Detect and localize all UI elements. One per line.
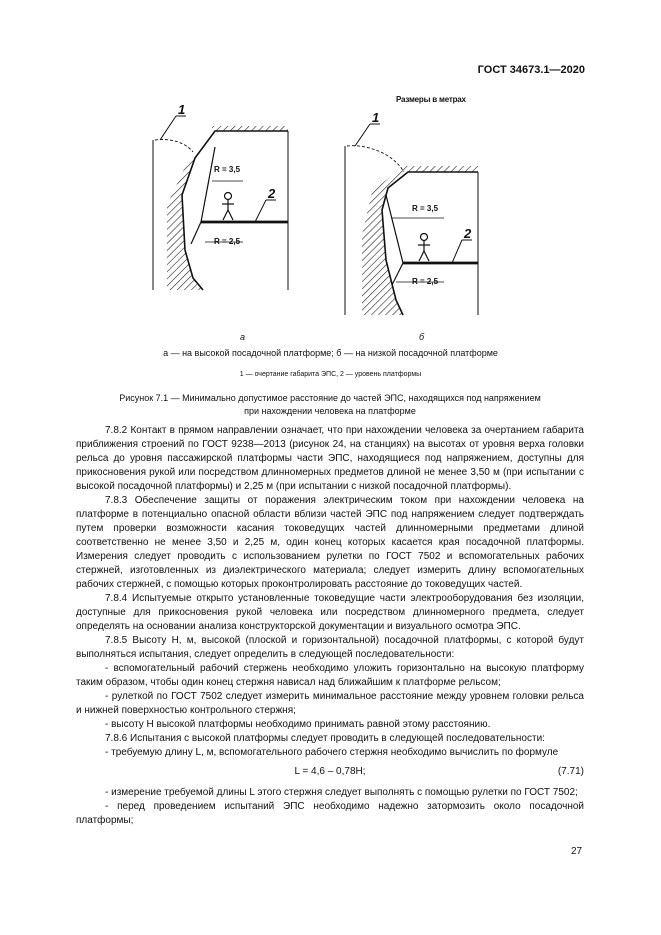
gauge-hatch-b — [362, 166, 478, 315]
formula — [76, 760, 584, 786]
figure-b — [345, 124, 478, 315]
dashed-contour-a — [155, 140, 193, 153]
page-number: 27 — [571, 846, 583, 857]
radius-upper-b — [386, 195, 403, 263]
paragraph: 7.8.5 Высоту H, м, высокой (плоской и горизонтальной) посадочной платформы, с которой будут выполняться испытания, следует определить в следующей последовательности: — [76, 635, 584, 660]
radius-upper-a — [201, 147, 215, 222]
formula-number: (7.71) — [557, 766, 584, 777]
list-item: - высоту H высокой платформы необходимо принимать равной этому расстоянию. — [105, 719, 491, 730]
figure-note: 1 — очертание габарита ЭПС, 2 — уровень платформы — [239, 371, 422, 378]
label-2-a: 2 — [268, 186, 276, 201]
list-item: - перед проведением испытаний ЭПС необходимо надежно затормозить около посадочной платформы; — [76, 801, 584, 826]
paragraph: 7.8.6 Испытания с высокой платформы следует проводить в следующей последовательности: — [105, 733, 545, 744]
paragraph: 7.8.4 Испытуемые открыто установленные токоведущие части электрооборудования без изоляции, доступные для прикосновения рукой человека или посредством длинномерного предмета, следует определять на основании анализа конструкторской документации и визуального осмотра ЭПС. — [76, 593, 584, 632]
list-item: - вспомогательный рабочий стержень необходимо уложить горизонтально на высокую платформу таким образом, чтобы один конец стержня нависал над ближайшим к платформе рельсом; — [76, 663, 584, 688]
dimensions-note: Размеры в метрах — [396, 95, 466, 104]
list-item: - измерение требуемой длины L этого стержня следует выполнять с помощью рулетки по ГОСТ 7502; — [105, 787, 578, 798]
paragraph: 7.8.2 Контакт в прямом направлении означает, что при нахождении человека за очертанием габарита приближения строений по ГОСТ 9238—2013 (рисунок 24, на станциях) на высотах от уровня верха головки рельса до уровня пассажирской платформы части ЭПС, находящиеся под напряжением, доступны для прикосновения рукой или посредством длинномерных предметов длиной не менее 3,50 м (при испытании с высокой посадочной платформы) и 2,25 м (при испытании с низкой посадочной платформы). — [76, 425, 584, 492]
subfigure-label-b: б — [419, 332, 425, 342]
label-2-b: 2 — [464, 226, 472, 241]
figure-caption-line-2: при нахождении человека на платформе — [244, 406, 416, 416]
gauge-outline-b — [382, 172, 478, 315]
subfigure-label-a: а — [240, 332, 246, 342]
figure-caption-line-1: Рисунок 7.1 — Минимально допустимое расстояние до частей ЭПС, находящихся под напряжением — [119, 393, 541, 403]
figure-legend: а — на высокой посадочной платформе; б — на низкой посадочной платформе — [163, 348, 498, 358]
dashed-contour-b — [347, 146, 404, 172]
label-1-b: 1 — [372, 110, 380, 125]
paragraph: 7.8.3 Обеспечение защиты от поражения электрическим током при нахождении человека на платформе в потенциально опасной области вблизи частей ЭПС под напряжением следует подтверждать путем проверки возможности касания токоведущих частей длинномерными предметами длиной соответственно не менее 3,50 и 2,25 м, один конец которых касается края посадочной платформы. Измерения следует проводить с использованием рулетки по ГОСТ 7502 и вспомогательных рабочих стержней, изготовленных из диэлектрического материала; следует измерить длину вспомогательных рабочих стержней, с помощью которых проконтролировать расстояние до токоведущих частей. — [76, 495, 584, 590]
radius-lower-label-b: R = 2,5 — [412, 277, 439, 286]
document-header: ГОСТ 34673.1—2020 — [477, 64, 585, 76]
radius-upper-label-b: R = 3,5 — [412, 204, 439, 213]
list-item: - требуемую длину L, м, вспомогательного рабочего стержня необходимо вычислить по формуле — [105, 747, 559, 758]
formula-expression: L = 4,6 – 0,78H; — [294, 766, 366, 777]
person-icon-b — [418, 234, 430, 262]
radius-upper-label-a: R = 3,5 — [214, 165, 241, 174]
person-icon-a — [222, 193, 234, 221]
list-item: - рулеткой по ГОСТ 7502 следует измерить минимальное расстояние между уровнем головки рельса и нижней поверхностью контрольного стержня; — [76, 691, 584, 716]
figure-7-1-drawing — [0, 0, 661, 340]
radius-lower-label-a: R = 2,5 — [214, 237, 241, 246]
label-1-a: 1 — [178, 102, 186, 117]
gauge-outline-a — [182, 131, 288, 290]
figure-a — [153, 116, 288, 290]
figure-caption — [100, 392, 560, 418]
body-text — [76, 424, 584, 828]
radius-lower-a — [191, 222, 201, 244]
